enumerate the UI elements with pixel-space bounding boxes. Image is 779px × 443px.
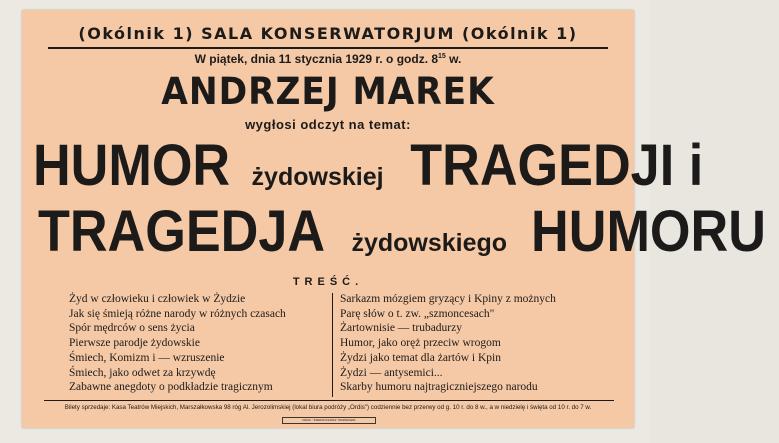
contents-item: Żartownisie — trubadurzy bbox=[340, 322, 462, 335]
contents-item: Sarkazm mózgiem gryzący i Kpiny z możnych bbox=[340, 293, 556, 305]
printer-mark: DRUK. "ZJEDNOCZONA" WARSZAWA bbox=[282, 417, 376, 424]
contents-item: Parę słów o t. zw. „szmoncesach" bbox=[340, 307, 495, 320]
contents-right-column bbox=[340, 292, 610, 395]
event-date-suffix: w. bbox=[445, 52, 462, 66]
title-word-zydowskiej: żydowskiej bbox=[251, 163, 384, 191]
lecture-intro: wygłosi odczyt na temat: bbox=[245, 117, 411, 132]
contents-item: Żydzi — antysemici... bbox=[340, 366, 443, 379]
event-date-text: W piątek, dnia 11 stycznia 1929 r. o godz. 8 bbox=[194, 52, 439, 66]
contents-item: Skarby humoru najtragiczniejszego narodu bbox=[340, 381, 538, 394]
poster-header: (Okólnik 1) SALA KONSERWATORJUM (Okólnik 1) bbox=[78, 24, 578, 43]
speaker-name: ANDRZEJ MAREK bbox=[161, 70, 495, 113]
contents-item: Zabawne anegdoty o podkładzie tragicznym bbox=[69, 381, 273, 394]
contents-heading: TREŚĆ. bbox=[292, 276, 364, 288]
contents-item: Śmiech, Komizm i — wzruszenie bbox=[69, 351, 225, 364]
contents-item: Spór mędrców o sens życia bbox=[69, 322, 195, 335]
title-line-1 bbox=[22, 133, 704, 209]
contents-item: Żyd w człowieku i człowiek w Żydzie bbox=[69, 293, 246, 305]
event-date-line bbox=[22, 52, 634, 66]
ticket-info: Bilety sprzedaje: Kasa Teatrów Miejskich, Marszałkowska 98 róg Al. Jerozolimskiej (lokal biura podróży „Ordis") codziennie bez przerwy od g. 10 r. do 8 w., a w niedzielę i święta od 10 r. do 7 w. bbox=[64, 404, 592, 411]
title-word-zydowskiego: żydowskiego bbox=[351, 229, 508, 257]
event-time-superscript: 15 bbox=[438, 53, 446, 60]
contents-left-column bbox=[69, 292, 329, 395]
title-line-2 bbox=[22, 199, 766, 275]
column-divider bbox=[332, 293, 333, 397]
footer-rule bbox=[44, 400, 614, 401]
contents-item: Humor, jako oręż przeciw wrogom bbox=[340, 337, 501, 350]
contents-item: Żydzi jako temat dla żartów i Kpin bbox=[340, 351, 501, 364]
title-word-humor: HUMOR bbox=[32, 133, 231, 198]
title-word-tragedji: TRAGEDJI i bbox=[410, 133, 704, 198]
title-word-humoru: HUMORU bbox=[530, 199, 766, 264]
poster bbox=[22, 10, 766, 428]
contents-item: Śmiech, jako odwet za krzywdę bbox=[69, 366, 216, 379]
contents-item: Jak się śmieją różne narody w różnych czasach bbox=[69, 307, 286, 320]
header-rule bbox=[48, 47, 608, 49]
title-word-tragedja: TRAGEDJA bbox=[37, 199, 326, 264]
contents-item: Pierwsze parodje żydowskie bbox=[69, 337, 200, 350]
